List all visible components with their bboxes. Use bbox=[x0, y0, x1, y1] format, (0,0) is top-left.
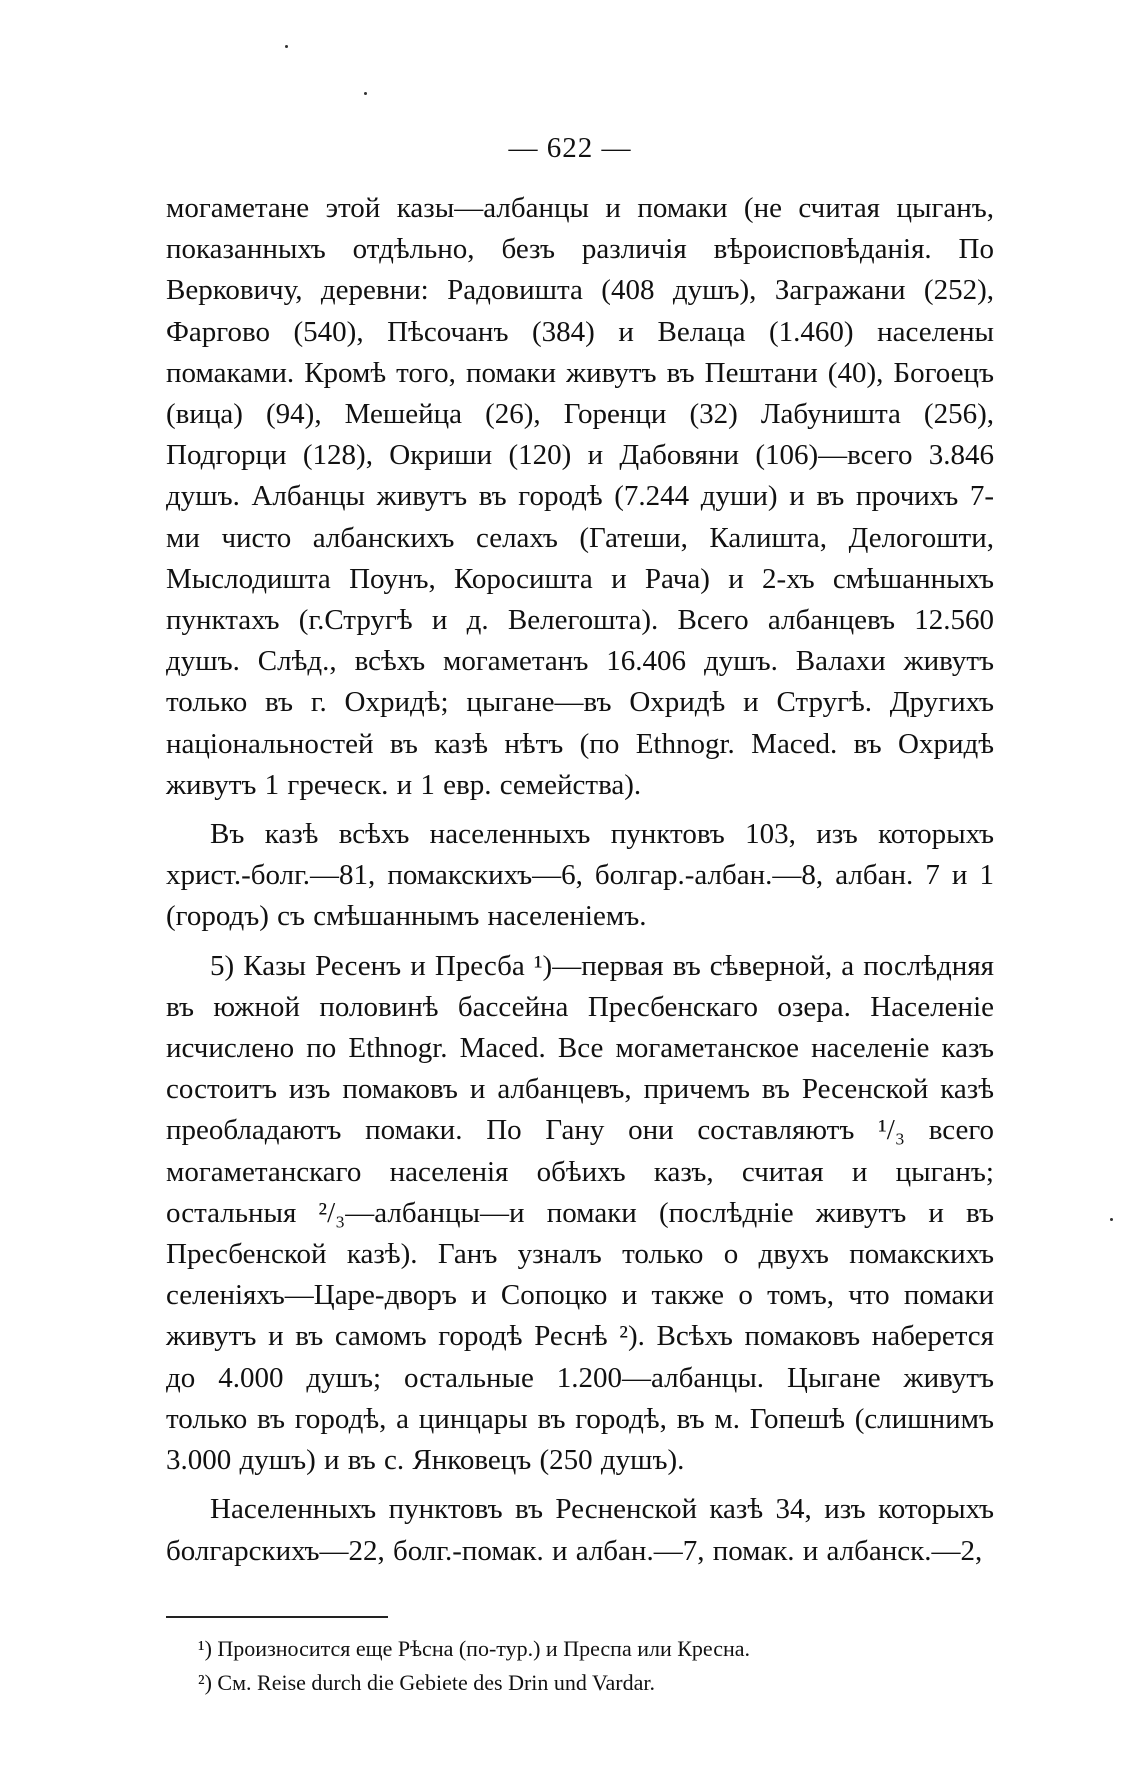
body-text bbox=[166, 188, 994, 1580]
scan-speck bbox=[364, 92, 367, 95]
footnote-divider bbox=[166, 1616, 388, 1618]
scan-speck bbox=[1110, 1218, 1113, 1221]
scan-speck bbox=[285, 45, 288, 48]
paragraph-resen-presba: 5) Казы Ресенъ и Пресба ¹)—первая въ сѣверной, а послѣдняя въ южной половинѣ бассейна Пресбенскаго озера. Населеніе исчислено по Ethnogr. Maced. Все могаметанское населеніе казъ состоитъ изъ помаковъ и албанцевъ, причемъ въ Ресенской казѣ преобладаютъ помаки. По Гану они составляютъ ¹/₃ всего могаметанскаго населенія обѣихъ казъ, считая и цыганъ; остальныя ²/₃—албанцы—и помаки (послѣдніе живутъ и въ Пресбенской казѣ). Ганъ узналъ только о двухъ помакскихъ селеніяхъ—Царе-дворъ и Сопоцко и также о томъ, что помаки живутъ и въ самомъ городѣ Реснѣ ²). Всѣхъ помаковъ наберется до 4.000 душъ; остальные 1.200—албанцы. Цыгане живутъ только въ городѣ, а цинцары въ городѣ, въ м. Гопешѣ (слишнимъ 3.000 душъ) и въ с. Янковецъ (250 душъ). bbox=[166, 949, 994, 1477]
paragraph-continuation: могаметане этой казы—албанцы и помаки (не считая цыганъ, показанныхъ отдѣльно, безъ различія вѣроисповѣданія. По Верковичу, деревни: Радовишта (408 душъ), Загражани (252), Фаргово (540), Пѣсочанъ (384) и Велаца (1.460) населены помаками. Кромѣ того, помаки живутъ въ Пештани (40), Богоецъ (вица) (94), Мешейца (26), Горенци (32) Лабуништа (256), Подгорци (128), Окриши (120) и Дабовяни (106)—всего 3.846 душъ. Албанцы живутъ въ городѣ (7.244 души) и въ прочихъ 7-ми чисто албанскихъ селахъ (Гатеши, Калишта, Делогошти, Мыслодишта Поунъ, Коросишта и Рача) и 2-хъ смѣшанныхъ пунктахъ (г.Стругѣ и д. Велегошта). Всего албанцевъ 12.560 душъ. Слѣд., всѣхъ могаметанъ 16.406 душъ. Валахи живутъ только въ г. Охридѣ; цыгане—въ Охридѣ и Стругѣ. Другихъ національностей въ казѣ нѣтъ (по Ethnogr. Maced. въ Охридѣ живутъ 1 греческ. и 1 евр. семейства). bbox=[166, 192, 994, 801]
page-number: — 622 — bbox=[508, 132, 632, 164]
paragraph-resen-settlements: Населенныхъ пунктовъ въ Ресненской казѣ 34, изъ которыхъ болгарскихъ—22, болг.-помак. и албан.—7, помак. и албанск.—2, bbox=[166, 1493, 994, 1567]
footnote-2: ²) См. Reise durch die Gebiete des Drin und Vardar. bbox=[198, 1670, 655, 1695]
paragraph-settlements-summary: Въ казѣ всѣхъ населенныхъ пунктовъ 103, изъ которыхъ христ.-болг.—81, помакскихъ—6, болгар.-албан.—8, албан. 7 и 1 (городъ) съ смѣшаннымъ населеніемъ. bbox=[166, 818, 994, 933]
footnotes bbox=[198, 1632, 994, 1700]
footnote-1: ¹) Произносится еще Рѣсна (по-тур.) и Преспа или Кресна. bbox=[198, 1636, 751, 1661]
